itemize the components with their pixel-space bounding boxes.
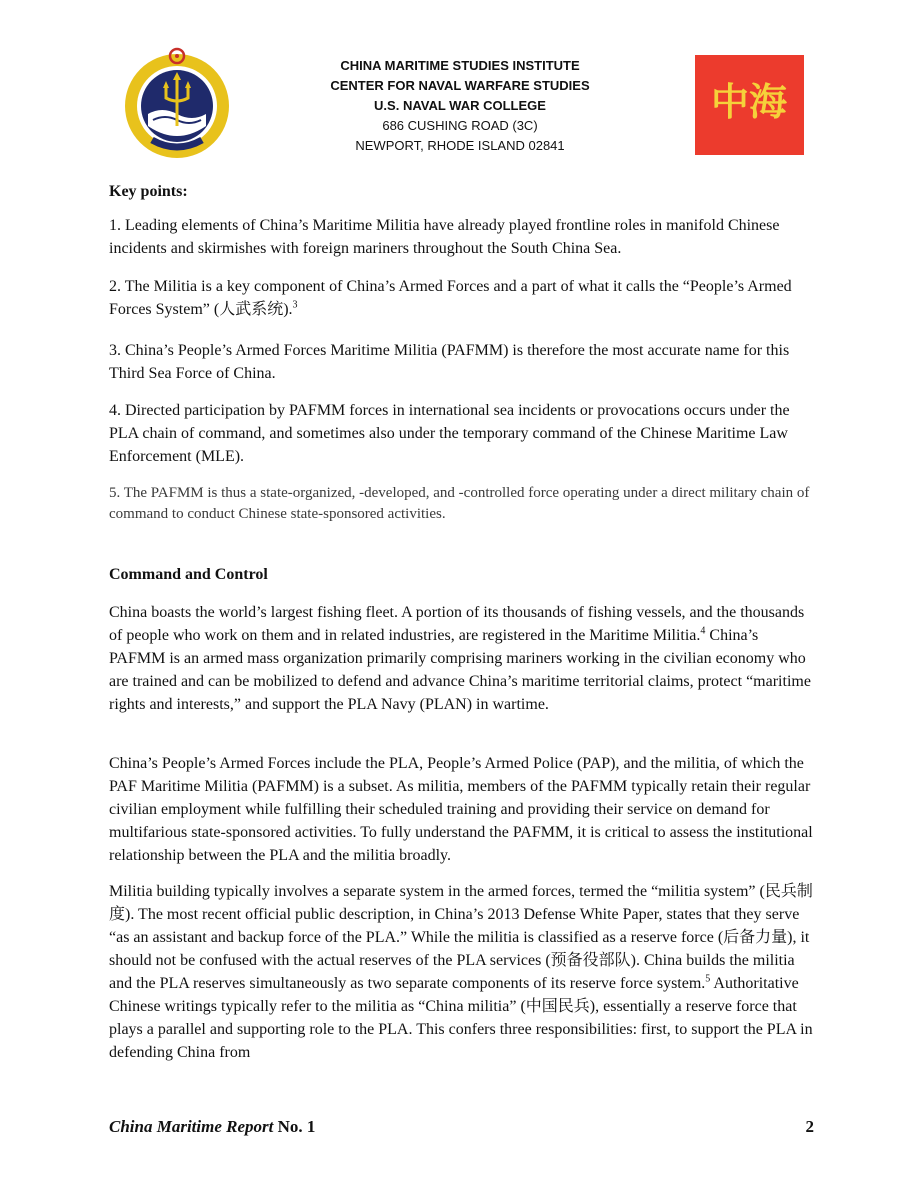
key-point-3: 3. China’s People’s Armed Forces Maritime Militia (PAFMM) is therefore the most accurate name for this Third Sea Force of China.: [109, 342, 790, 382]
report-title: China Maritime Report: [109, 1117, 274, 1136]
command-paragraph-1: China boasts the world’s largest fishing fleet. A portion of its thousands of fishing vessels, and the thousands of people who work on them and in related industries, are registered in the Maritime Militia.$^4$ China’s PAFMM is an armed mass organization primarily comprising mariners working in the civilian economy who are trained and can be mobilized to defend and advance China’s maritime territorial claims, protect “maritime rights and interests,” and support the PLA Navy (PLAN) in wartime.: [109, 604, 811, 713]
header-line-3: U.S. NAVAL WAR COLLEGE: [374, 98, 546, 113]
footnote-ref: 4: [700, 625, 706, 637]
key-point-4: 4. Directed participation by PAFMM forces in international sea incidents or provocations occurs under the PLA chain of command, and sometimes also under the temporary command of the Chinese Maritime Law Enforcement (MLE).: [109, 402, 790, 465]
key-points-section: [109, 180, 814, 203]
key-points-heading: Key points:: [109, 183, 188, 200]
command-paragraph-2: China’s People’s Armed Forces include the PLA, People’s Armed Police (PAP), and the militia, of which the PAF Maritime Militia (PAFMM) is a subset. As militia, members of the PAFMM typically retain their regular civilian employment while fulfilling their scheduled training and providing their service on demand for multifarious state-sponsored activities. To fully understand the PAFMM, it is critical to assess the institutional relationship between the PLA and the militia broadly.: [109, 755, 813, 864]
report-number: No. 1: [273, 1117, 316, 1136]
institution-header: [240, 56, 680, 156]
header-address-street: 686 CUSHING ROAD (3C): [382, 118, 538, 133]
key-point-2: 2. The Militia is a key component of China’s Armed Forces and a part of what it calls the “People’s Armed Forces System” (人武系统).$^3$: [109, 278, 792, 318]
naval-war-college-seal: [120, 46, 234, 160]
svg-text:中海: 中海: [710, 80, 788, 124]
footnote-ref: 5: [705, 973, 711, 985]
page-footer: [109, 1117, 814, 1137]
key-point-1: 1. Leading elements of China’s Maritime Militia have already played frontline roles in manifold Chinese incidents and skirmishes with foreign mariners throughout the South China Sea.: [109, 217, 780, 257]
header-address-city: NEWPORT, RHODE ISLAND 02841: [355, 138, 565, 153]
page-number: 2: [805, 1117, 814, 1136]
footnote-ref: 3: [292, 299, 298, 311]
command-paragraph-3: Militia building typically involves a separate system in the armed forces, termed the “militia system” (民兵制度). The most recent official public description, in China’s 2013 Defense White Paper, states that they serve “as an assistant and backup force of the PLA.” While the militia is classified as a reserve force (后备力量), it should not be confused with the actual reserves of the PLA services (预备役部队). China builds the militia and the PLA reserves simultaneously as two separate components of its reserve force system.$^5$ Authoritative Chinese writings typically refer to the militia as “China militia” (中国民兵), essentially a reserve force that plays a parallel and supporting role to the PLA. This confers three responsibilities: first, to support the PLA in defending China from: [109, 883, 813, 1061]
cmsi-logo: [695, 55, 804, 155]
key-point-5: 5. The PAFMM is thus a state-organized, -developed, and -controlled force operating under a direct military chain of command to conduct Chinese state-sponsored activities.: [109, 485, 810, 522]
header-line-2: CENTER FOR NAVAL WARFARE STUDIES: [330, 78, 590, 93]
header-line-1: CHINA MARITIME STUDIES INSTITUTE: [340, 58, 580, 73]
command-control-heading: Command and Control: [109, 566, 268, 583]
